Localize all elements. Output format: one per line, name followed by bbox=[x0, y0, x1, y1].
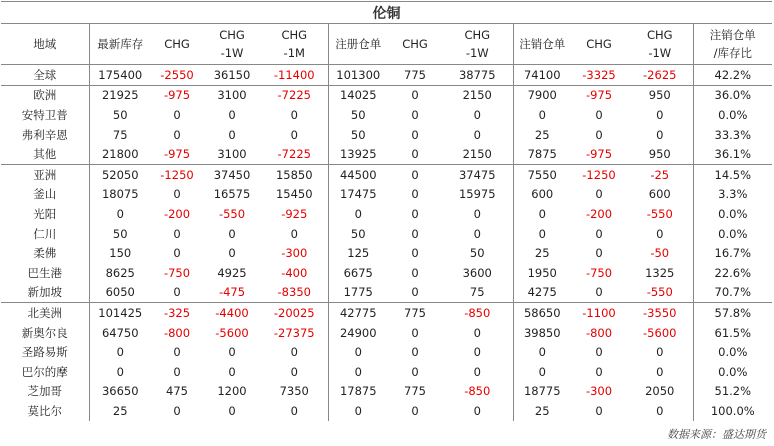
table-cell: 125 bbox=[347, 246, 370, 261]
table-row bbox=[1, 144, 772, 164]
table-cell: 37475 bbox=[442, 164, 513, 184]
table-cell: 14025 bbox=[328, 85, 388, 105]
table-cell: 2150 bbox=[442, 85, 513, 105]
table-cell: 0 bbox=[411, 403, 419, 418]
table-cell: 50 bbox=[350, 107, 366, 122]
table-cell: 0 bbox=[538, 226, 546, 241]
region-name: 新加坡 bbox=[1, 283, 89, 303]
table-cell: 0 bbox=[228, 107, 236, 122]
table-cell: 0 bbox=[411, 285, 419, 300]
column-header: CHG bbox=[388, 24, 442, 65]
table-cell: 950 bbox=[627, 144, 693, 164]
region-name: 亚洲 bbox=[1, 164, 89, 184]
table-row bbox=[1, 224, 772, 244]
table-cell: -550 bbox=[218, 206, 246, 221]
region-name: 其他 bbox=[1, 144, 89, 164]
table-cell: -1250 bbox=[151, 164, 203, 184]
table-cell: 22.6% bbox=[714, 265, 752, 280]
table-cell: 36.0% bbox=[693, 85, 772, 105]
table-cell: 0 bbox=[173, 345, 181, 360]
table-cell: 0 bbox=[627, 224, 693, 244]
table-cell: 0 bbox=[261, 401, 328, 421]
table-cell: 24900 bbox=[339, 325, 377, 340]
table-cell: 75 bbox=[442, 283, 513, 303]
table-row bbox=[1, 382, 772, 402]
table-cell: 101300 bbox=[336, 67, 381, 82]
table-row bbox=[1, 85, 772, 105]
table-cell: 14.5% bbox=[693, 164, 772, 184]
table-cell: 0 bbox=[411, 325, 419, 340]
table-cell: 775 bbox=[404, 67, 426, 82]
table-cell: 0 bbox=[261, 125, 328, 145]
table-cell: 75 bbox=[112, 127, 128, 142]
table-cell: 0 bbox=[595, 403, 603, 418]
table-cell: 3600 bbox=[442, 263, 513, 283]
column-header: 最新库存 bbox=[89, 24, 151, 65]
table-cell: 0 bbox=[538, 364, 546, 379]
table-cell: 50 bbox=[112, 107, 128, 122]
table-cell: 600 bbox=[531, 187, 554, 202]
table-cell: -1250 bbox=[571, 164, 627, 184]
table-cell: 0 bbox=[173, 403, 181, 418]
header-row bbox=[1, 24, 772, 65]
table-cell: 74100 bbox=[523, 67, 561, 82]
table-cell: 0 bbox=[354, 206, 362, 221]
table-cell: 39850 bbox=[523, 325, 561, 340]
table-row bbox=[1, 125, 772, 145]
table-cell: 0.0% bbox=[718, 206, 748, 221]
table-cell: 0 bbox=[116, 345, 124, 360]
table-cell: 475 bbox=[166, 384, 188, 399]
table-cell: 17475 bbox=[339, 187, 377, 202]
table-cell: 0 bbox=[627, 105, 693, 125]
table-cell: 775 bbox=[388, 303, 442, 323]
table-cell: 36150 bbox=[213, 67, 251, 82]
table-cell: 70.7% bbox=[714, 285, 752, 300]
table-cell: 0 bbox=[411, 206, 419, 221]
table-cell: -975 bbox=[151, 85, 203, 105]
table-cell: -50 bbox=[627, 243, 693, 263]
table-cell: 0 bbox=[411, 147, 419, 162]
table-cell: 0 bbox=[388, 85, 442, 105]
table-cell: 50 bbox=[112, 226, 128, 241]
table-row bbox=[1, 204, 772, 224]
region-name: 安特卫普 bbox=[1, 105, 89, 125]
table-cell: 0 bbox=[442, 323, 513, 343]
table-cell: -4400 bbox=[203, 303, 261, 323]
column-header: CHG -1W bbox=[203, 24, 261, 65]
table-cell: 1775 bbox=[343, 285, 373, 300]
table-cell: 1950 bbox=[527, 265, 557, 280]
table-cell: 33.3% bbox=[714, 127, 752, 142]
table-cell: 0 bbox=[354, 345, 362, 360]
table-cell: 0 bbox=[627, 401, 693, 421]
table-cell: 0 bbox=[173, 364, 181, 379]
column-header: CHG bbox=[571, 24, 627, 65]
table-row bbox=[1, 342, 772, 362]
table-cell: 150 bbox=[109, 246, 132, 261]
table-cell: 0 bbox=[173, 226, 181, 241]
table-cell: 100.0% bbox=[710, 403, 755, 418]
table-cell: -925 bbox=[261, 204, 328, 224]
table-cell: 0 bbox=[116, 364, 124, 379]
table-cell: 0 bbox=[173, 127, 181, 142]
source-note: 数据来源：盛达期货 bbox=[667, 428, 766, 441]
table-cell: -750 bbox=[585, 265, 613, 280]
table-cell: 7875 bbox=[527, 147, 557, 162]
column-header: CHG bbox=[151, 24, 203, 65]
table-cell: 0 bbox=[261, 224, 328, 244]
table-cell: 7900 bbox=[513, 85, 571, 105]
table-cell: 0 bbox=[354, 364, 362, 379]
table-cell: 0 bbox=[116, 206, 124, 221]
table-cell: 0 bbox=[538, 345, 546, 360]
table-cell: 0 bbox=[261, 105, 328, 125]
table-cell: -975 bbox=[585, 147, 613, 162]
table-cell: 6050 bbox=[105, 285, 135, 300]
table-cell: 4275 bbox=[527, 285, 557, 300]
region-name: 巴生港 bbox=[1, 263, 89, 283]
table-cell: -300 bbox=[261, 243, 328, 263]
table-cell: 0 bbox=[228, 226, 236, 241]
table-cell: 0 bbox=[595, 246, 603, 261]
table-cell: 0 bbox=[228, 345, 236, 360]
table-cell: 0 bbox=[442, 224, 513, 244]
table-cell: -975 bbox=[571, 85, 627, 105]
table-cell: 0 bbox=[411, 107, 419, 122]
table-cell: 25 bbox=[534, 127, 550, 142]
table-cell: 175400 bbox=[98, 67, 143, 82]
table-body bbox=[1, 2, 772, 421]
table-cell: -3550 bbox=[627, 303, 693, 323]
table-cell: 36.1% bbox=[714, 147, 752, 162]
table-cell: 1325 bbox=[627, 263, 693, 283]
table-cell: 0 bbox=[228, 364, 236, 379]
table-cell: 0 bbox=[595, 187, 603, 202]
table-cell: 0 bbox=[595, 364, 603, 379]
table-cell: 0 bbox=[442, 125, 513, 145]
table-cell: -5600 bbox=[627, 323, 693, 343]
region-name: 釜山 bbox=[1, 185, 89, 205]
table-cell: 0 bbox=[442, 105, 513, 125]
table-cell: 3.3% bbox=[718, 187, 748, 202]
table-cell: 21800 bbox=[101, 147, 139, 162]
table-cell: 0 bbox=[411, 364, 419, 379]
table-cell: 0 bbox=[595, 345, 603, 360]
table-cell: 0 bbox=[354, 403, 362, 418]
table-cell: 0 bbox=[173, 107, 181, 122]
table-cell: -2625 bbox=[627, 65, 693, 86]
copy-inventory-table bbox=[1, 1, 772, 421]
region-name: 全球 bbox=[1, 65, 89, 86]
table-cell: 0 bbox=[411, 246, 419, 261]
table-cell: 0 bbox=[388, 164, 442, 184]
table-cell: 0.0% bbox=[718, 364, 748, 379]
table-cell: 0 bbox=[411, 345, 419, 360]
table-cell: 50 bbox=[442, 243, 513, 263]
column-header: CHG -1W bbox=[442, 24, 513, 65]
table-cell: -25 bbox=[627, 164, 693, 184]
table-cell: 0 bbox=[173, 246, 181, 261]
table-cell: -550 bbox=[627, 204, 693, 224]
table-cell: 15450 bbox=[261, 185, 328, 205]
table-cell: 7350 bbox=[261, 382, 328, 402]
table-cell: 44500 bbox=[328, 164, 388, 184]
region-name: 北美洲 bbox=[1, 303, 89, 323]
table-cell: 0 bbox=[173, 285, 181, 300]
table-cell: 15850 bbox=[261, 164, 328, 184]
table-cell: -300 bbox=[585, 384, 613, 399]
column-header: 注销仓单 bbox=[513, 24, 571, 65]
table-cell: 51.2% bbox=[714, 384, 752, 399]
table-cell: 16.7% bbox=[714, 246, 752, 261]
table-cell: 0 bbox=[173, 187, 181, 202]
column-header: 注销仓单 /库存比 bbox=[693, 24, 772, 65]
table-row bbox=[1, 303, 772, 323]
table-cell: -475 bbox=[218, 285, 246, 300]
table-cell: 17875 bbox=[339, 384, 377, 399]
table-row bbox=[1, 65, 772, 86]
table-cell: 6675 bbox=[343, 265, 373, 280]
table-cell: 0 bbox=[538, 206, 546, 221]
region-name: 巴尔的摩 bbox=[1, 362, 89, 382]
table-cell: -200 bbox=[163, 206, 191, 221]
table-cell: 0 bbox=[442, 342, 513, 362]
region-name: 新奥尔良 bbox=[1, 323, 89, 343]
title-row bbox=[1, 2, 772, 24]
table-cell: -975 bbox=[163, 147, 191, 162]
table-cell: -5600 bbox=[215, 325, 249, 340]
table-cell: 4925 bbox=[217, 265, 247, 280]
table-cell: 38775 bbox=[442, 65, 513, 86]
table-cell: 2050 bbox=[627, 382, 693, 402]
table-cell: 3100 bbox=[203, 85, 261, 105]
table-cell: 0.0% bbox=[718, 226, 748, 241]
table-cell: 3100 bbox=[217, 147, 247, 162]
table-cell: 0 bbox=[411, 187, 419, 202]
table-cell: -200 bbox=[585, 206, 613, 221]
table-cell: -27375 bbox=[261, 323, 328, 343]
table-cell: 61.5% bbox=[714, 325, 752, 340]
table-cell: 0 bbox=[442, 401, 513, 421]
table-cell: 0 bbox=[261, 342, 328, 362]
table-cell: 2150 bbox=[442, 144, 513, 164]
table-cell: -8350 bbox=[261, 283, 328, 303]
region-name: 光阳 bbox=[1, 204, 89, 224]
table-cell: 0.0% bbox=[718, 107, 748, 122]
column-header: CHG -1W bbox=[627, 24, 693, 65]
column-header: 注册仓单 bbox=[328, 24, 388, 65]
table-cell: -850 bbox=[442, 382, 513, 402]
table-cell: 36650 bbox=[101, 384, 139, 399]
table-cell: 0 bbox=[442, 204, 513, 224]
table-cell: -800 bbox=[163, 325, 191, 340]
column-header: 地域 bbox=[1, 24, 89, 65]
column-header: CHG -1M bbox=[261, 24, 328, 65]
table-row bbox=[1, 362, 772, 382]
table-cell: 0 bbox=[228, 127, 236, 142]
table-cell: 7550 bbox=[513, 164, 571, 184]
table-cell: -7225 bbox=[261, 144, 328, 164]
table-cell: 0 bbox=[228, 403, 236, 418]
table-cell: 0 bbox=[411, 127, 419, 142]
table-row bbox=[1, 401, 772, 421]
table-cell: -20025 bbox=[261, 303, 328, 323]
table-cell: 18075 bbox=[101, 187, 139, 202]
table-cell: 0 bbox=[261, 362, 328, 382]
table-cell: 0 bbox=[595, 127, 603, 142]
table-cell: 25 bbox=[534, 246, 550, 261]
region-name: 仁川 bbox=[1, 224, 89, 244]
table-cell: -11400 bbox=[261, 65, 328, 86]
table-row bbox=[1, 283, 772, 303]
table-cell: 50 bbox=[350, 226, 366, 241]
table-cell: 58650 bbox=[513, 303, 571, 323]
table-cell: -400 bbox=[261, 263, 328, 283]
table-cell: 101425 bbox=[89, 303, 151, 323]
table-cell: -2550 bbox=[160, 67, 194, 82]
region-name: 柔佛 bbox=[1, 243, 89, 263]
table-cell: 37450 bbox=[203, 164, 261, 184]
table-cell: -7225 bbox=[261, 85, 328, 105]
table-cell: 15975 bbox=[442, 185, 513, 205]
table-row bbox=[1, 185, 772, 205]
table-cell: -3325 bbox=[582, 67, 616, 82]
table-cell: 0 bbox=[228, 246, 236, 261]
region-name: 弗利辛恩 bbox=[1, 125, 89, 145]
table-cell: 21925 bbox=[89, 85, 151, 105]
table-cell: 25 bbox=[112, 403, 128, 418]
table-cell: 52050 bbox=[89, 164, 151, 184]
table-cell: 57.8% bbox=[693, 303, 772, 323]
table-cell: 0.0% bbox=[718, 345, 748, 360]
table-cell: 0 bbox=[627, 362, 693, 382]
table-cell: 0 bbox=[538, 107, 546, 122]
table-cell: -1100 bbox=[571, 303, 627, 323]
table-cell: -325 bbox=[151, 303, 203, 323]
table-cell: 0 bbox=[411, 265, 419, 280]
table-title: 伦铜 bbox=[1, 2, 772, 24]
table-cell: 0 bbox=[627, 125, 693, 145]
table-cell: 1200 bbox=[217, 384, 247, 399]
table-cell: 64750 bbox=[101, 325, 139, 340]
table-cell: 25 bbox=[534, 403, 550, 418]
table-cell: 0 bbox=[411, 226, 419, 241]
table-cell: 13925 bbox=[339, 147, 377, 162]
table-cell: 600 bbox=[627, 185, 693, 205]
table-row bbox=[1, 263, 772, 283]
table-cell: 0 bbox=[595, 226, 603, 241]
table-cell: 0 bbox=[442, 362, 513, 382]
table-cell: 950 bbox=[627, 85, 693, 105]
table-cell: 0 bbox=[595, 285, 603, 300]
table-cell: 42.2% bbox=[714, 67, 752, 82]
table-cell: 775 bbox=[404, 384, 426, 399]
table-cell: 18775 bbox=[523, 384, 561, 399]
region-name: 莫比尔 bbox=[1, 401, 89, 421]
table-cell: 0 bbox=[627, 342, 693, 362]
table-cell: 0 bbox=[595, 107, 603, 122]
table-row bbox=[1, 105, 772, 125]
region-name: 芝加哥 bbox=[1, 382, 89, 402]
table-cell: 50 bbox=[350, 127, 366, 142]
table-cell: -850 bbox=[442, 303, 513, 323]
table-cell: -800 bbox=[585, 325, 613, 340]
table-cell: 8625 bbox=[105, 265, 135, 280]
region-name: 圣路易斯 bbox=[1, 342, 89, 362]
table-row bbox=[1, 164, 772, 184]
table-cell: -550 bbox=[627, 283, 693, 303]
table-cell: -750 bbox=[163, 265, 191, 280]
table-cell: 42775 bbox=[328, 303, 388, 323]
table-cell: 16575 bbox=[213, 187, 251, 202]
region-name: 欧洲 bbox=[1, 85, 89, 105]
table-row bbox=[1, 243, 772, 263]
table-row bbox=[1, 323, 772, 343]
